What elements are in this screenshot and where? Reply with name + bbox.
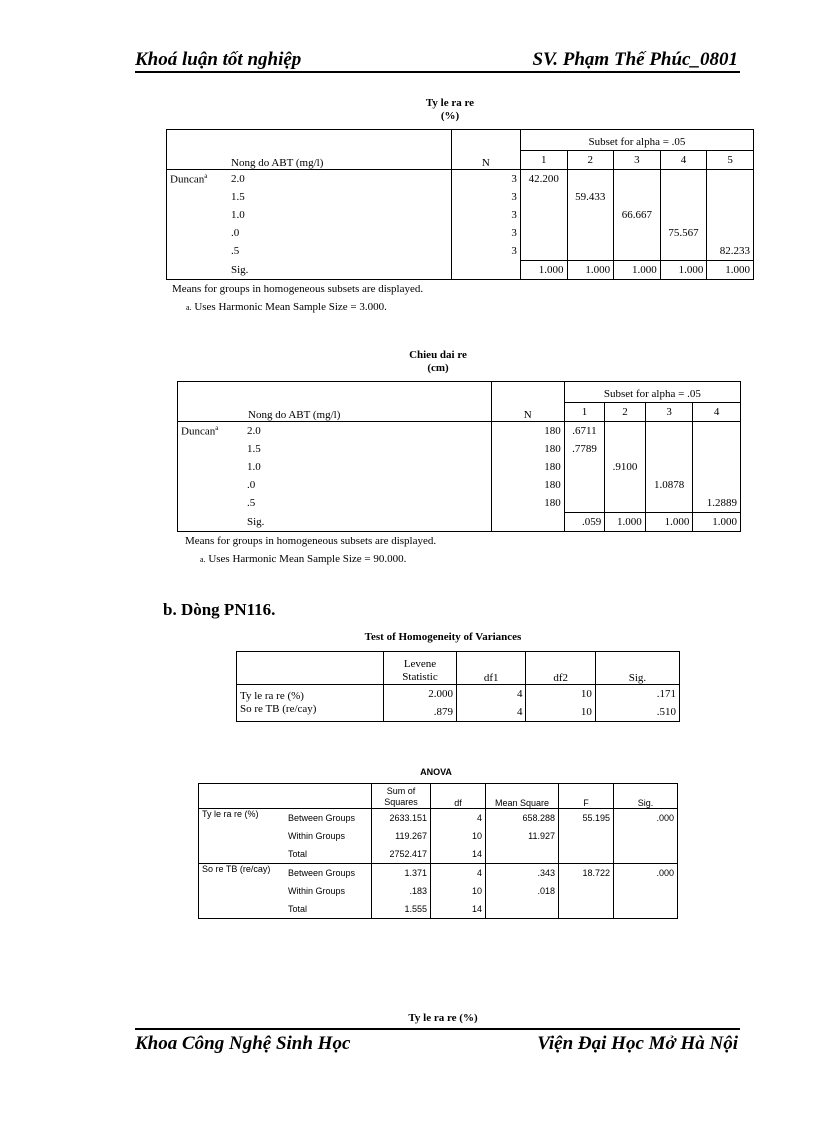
homog-col-levene: Levene Statistic [384, 652, 457, 685]
anova-cell: 11.927 [486, 827, 559, 845]
anova-cell: 10 [431, 827, 486, 845]
table1-sig-label: Sig. [228, 261, 451, 280]
table-row [237, 703, 680, 722]
table2-method: Duncan$^a$ [178, 422, 245, 441]
table2-level: 1.0 [244, 458, 491, 476]
table-row [178, 440, 741, 458]
anova-cell [559, 845, 614, 864]
table1-cell [567, 170, 614, 189]
table1-level: .0 [228, 224, 451, 242]
table-row [167, 170, 754, 189]
anova-source: Total [285, 845, 372, 864]
anova-cell: 4 [431, 809, 486, 828]
anova-title: ANOVA [420, 767, 452, 777]
table-row [167, 261, 754, 280]
table1-sig: 1.000 [660, 261, 707, 280]
table1-cell: 42.200 [520, 170, 567, 189]
table2-cell [645, 494, 693, 513]
footer-rule [135, 1028, 740, 1030]
table2-cell [693, 422, 741, 441]
homog-row-label: Ty le ra re (%) [237, 685, 384, 704]
table1-cell: 82.233 [707, 242, 754, 261]
table1-n: 3 [451, 242, 520, 261]
table2-sig: 1.000 [693, 513, 741, 532]
anova-cell [614, 882, 678, 900]
table2-cell: .7789 [564, 440, 605, 458]
anova-cell: 2633.151 [372, 809, 431, 828]
table1-cell [520, 242, 567, 261]
table2-cell [693, 458, 741, 476]
anova-cell: 4 [431, 864, 486, 883]
table1-cell [567, 242, 614, 261]
table1-cell [614, 224, 661, 242]
table1-cell: 66.667 [614, 206, 661, 224]
table1-level: .5 [228, 242, 451, 261]
table1-title [380, 97, 520, 123]
anova-cell: .183 [372, 882, 431, 900]
table-row [199, 864, 678, 883]
anova-cell [559, 882, 614, 900]
table1-cell [520, 206, 567, 224]
anova-cell [486, 845, 559, 864]
anova-cell: .000 [656, 868, 674, 878]
anova-cell [486, 900, 559, 919]
table1-level: 2.0 [228, 170, 451, 189]
anova-cell: 2752.417 [372, 845, 431, 864]
header-right: SV. Phạm Thế Phúc_0801 [532, 49, 738, 70]
table1-sig: 1.000 [614, 261, 661, 280]
anova-source: Within Groups [285, 827, 372, 845]
table2-cell [564, 494, 605, 513]
table1-cell [567, 206, 614, 224]
table2-n: 180 [491, 440, 564, 458]
table1-cell [520, 188, 567, 206]
table2-note2: a. Uses Harmonic Mean Sample Size = 90.000. [200, 553, 407, 565]
table-row [167, 188, 754, 206]
table2-title-line1: Chieu dai re [409, 349, 467, 361]
table1-cell [660, 188, 707, 206]
anova-cell: 55.195 [559, 809, 614, 828]
anova-cell: .000 [656, 813, 674, 823]
header-left: Khoá luận tốt nghiệp [135, 49, 302, 70]
anova-col-ms: Mean Square [486, 784, 559, 809]
table-row [167, 206, 754, 224]
table2-cell [693, 440, 741, 458]
anova-cell: 14 [431, 900, 486, 919]
table1-level: 1.0 [228, 206, 451, 224]
table2-cell: 1.2889 [693, 494, 741, 513]
anova-cell: 10 [431, 882, 486, 900]
anova-col-ss: Sum of Squares [372, 784, 431, 809]
table2-subset-header: Subset for alpha = .05 [564, 382, 740, 403]
table1-sig: 1.000 [567, 261, 614, 280]
table1-cell [660, 206, 707, 224]
table2-sig: 1.000 [645, 513, 693, 532]
table2-level: 2.0 [244, 422, 491, 441]
table1-sig: 1.000 [707, 261, 754, 280]
table1-cell [520, 224, 567, 242]
table1-cell [707, 170, 754, 189]
table2-level: .0 [244, 476, 491, 494]
table-row [178, 458, 741, 476]
homog-cell: 2.000 [384, 685, 457, 704]
table1-cell [707, 224, 754, 242]
table2-cell [605, 440, 646, 458]
table2-col-factor: Nong do ABT (mg/l) [178, 382, 492, 422]
table2-title-line2: (cm) [427, 362, 449, 374]
table1-n: 3 [451, 206, 520, 224]
table2-col-n: N [491, 382, 564, 422]
table1 [166, 129, 754, 280]
table2-level: 1.5 [244, 440, 491, 458]
table2-level: .5 [244, 494, 491, 513]
table1-cell: 59.433 [567, 188, 614, 206]
section-heading: b. Dòng PN116. [163, 600, 276, 619]
anova-group-label: So re TB (re/cay) [202, 864, 271, 874]
table1-subset-header: Subset for alpha = .05 [520, 130, 753, 151]
anova-cell: 1.555 [372, 900, 431, 919]
table2-sig: .059 [564, 513, 605, 532]
table1-title-line1: Ty le ra re [425, 97, 475, 109]
table1-cell [614, 188, 661, 206]
table1-title-line2: (%) [440, 110, 460, 122]
table2-sig: 1.000 [605, 513, 646, 532]
table1-cell [707, 188, 754, 206]
homog-cell: 4 [457, 703, 526, 722]
table1-cell [660, 170, 707, 189]
homog-row-label: So re TB (re/cay) [237, 703, 384, 722]
anova-col-sig: Sig. [637, 798, 654, 808]
homog-col-sig: Sig. [595, 652, 679, 685]
table2-cell [605, 422, 646, 441]
anova-cell [614, 827, 678, 845]
table1-col-factor: Nong do ABT (mg/l) [167, 130, 452, 170]
table2-n: 180 [491, 458, 564, 476]
homog-title: Test of Homogeneity of Variances [364, 631, 522, 643]
bottom-caption: Ty le ra re (%) [408, 1012, 478, 1024]
table2-n: 180 [491, 422, 564, 441]
table2-cell: 1.0878 [645, 476, 693, 494]
table2-sig-label: Sig. [244, 513, 491, 532]
table1-cell: 75.567 [660, 224, 707, 242]
table-row [237, 685, 680, 704]
anova-col-f: F [559, 784, 614, 809]
table1-cell [614, 242, 661, 261]
table2-title [368, 349, 508, 375]
homog-cell: 10 [526, 703, 595, 722]
table1-subset-5: 5 [707, 151, 754, 170]
table2-cell [605, 476, 646, 494]
table2-subset-4: 4 [693, 403, 741, 422]
anova-cell: 119.267 [372, 827, 431, 845]
table1-note2: a. Uses Harmonic Mean Sample Size = 3.000. [186, 301, 387, 313]
anova-source: Total [285, 900, 372, 919]
table1-sig: 1.000 [520, 261, 567, 280]
anova-cell [559, 900, 614, 919]
table2-cell: .9100 [605, 458, 646, 476]
header-rule [135, 71, 740, 73]
table-row [178, 422, 741, 441]
table2-n: 180 [491, 476, 564, 494]
homog-table [236, 651, 680, 722]
table1-n: 3 [451, 224, 520, 242]
table2-cell [564, 458, 605, 476]
table1-method: Duncan$^a$ [167, 170, 229, 189]
table1-n: 3 [451, 188, 520, 206]
anova-cell [614, 845, 678, 864]
anova-cell: 1.371 [372, 864, 431, 883]
table1-level: 1.5 [228, 188, 451, 206]
table1-subset-3: 3 [614, 151, 661, 170]
anova-group-label: Ty le ra re (%) [202, 809, 259, 819]
homog-col-df1: df1 [457, 652, 526, 685]
table2-subset-1: 1 [564, 403, 605, 422]
table1-col-n: N [451, 130, 520, 170]
anova-cell: 18.722 [559, 864, 614, 883]
table2-cell: .6711 [564, 422, 605, 441]
table1-subset-1: 1 [520, 151, 567, 170]
footer-left: Khoa Công Nghệ Sinh Học [135, 1033, 351, 1054]
table-row [178, 513, 741, 532]
table2-n: 180 [491, 494, 564, 513]
table1-subset-4: 4 [660, 151, 707, 170]
table1-cell [567, 224, 614, 242]
table2-cell [605, 494, 646, 513]
anova-cell: 14 [431, 845, 486, 864]
table-row [178, 494, 741, 513]
homog-cell: 10 [526, 685, 595, 704]
homog-cell: .879 [384, 703, 457, 722]
table2-cell [645, 458, 693, 476]
anova-cell: 658.288 [486, 809, 559, 828]
anova-table [198, 783, 678, 919]
table2-cell [693, 476, 741, 494]
anova-source: Within Groups [285, 882, 372, 900]
anova-cell [614, 900, 678, 919]
anova-cell [559, 827, 614, 845]
table1-cell [707, 206, 754, 224]
table1-n: 3 [451, 170, 520, 189]
homog-col-df2: df2 [526, 652, 595, 685]
table2-cell [564, 476, 605, 494]
table-row [167, 242, 754, 261]
table2 [177, 381, 741, 532]
anova-col-df: df [431, 784, 486, 809]
table-row [167, 224, 754, 242]
anova-source: Between Groups [285, 809, 372, 828]
anova-source: Between Groups [285, 864, 372, 883]
table-row [178, 476, 741, 494]
anova-cell: .018 [486, 882, 559, 900]
table2-subset-3: 3 [645, 403, 693, 422]
table1-cell [660, 242, 707, 261]
homog-cell: .510 [656, 706, 676, 718]
table2-cell [645, 440, 693, 458]
anova-cell: .343 [486, 864, 559, 883]
table-row [199, 809, 678, 828]
table2-cell [645, 422, 693, 441]
table2-subset-2: 2 [605, 403, 646, 422]
homog-cell: 4 [457, 685, 526, 704]
table1-note1: Means for groups in homogeneous subsets are displayed. [172, 283, 424, 295]
homog-cell: .171 [656, 688, 676, 700]
table1-subset-2: 2 [567, 151, 614, 170]
footer-right: Viện Đại Học Mở Hà Nội [537, 1033, 738, 1054]
table2-note1: Means for groups in homogeneous subsets are displayed. [185, 535, 437, 547]
table1-cell [614, 170, 661, 189]
